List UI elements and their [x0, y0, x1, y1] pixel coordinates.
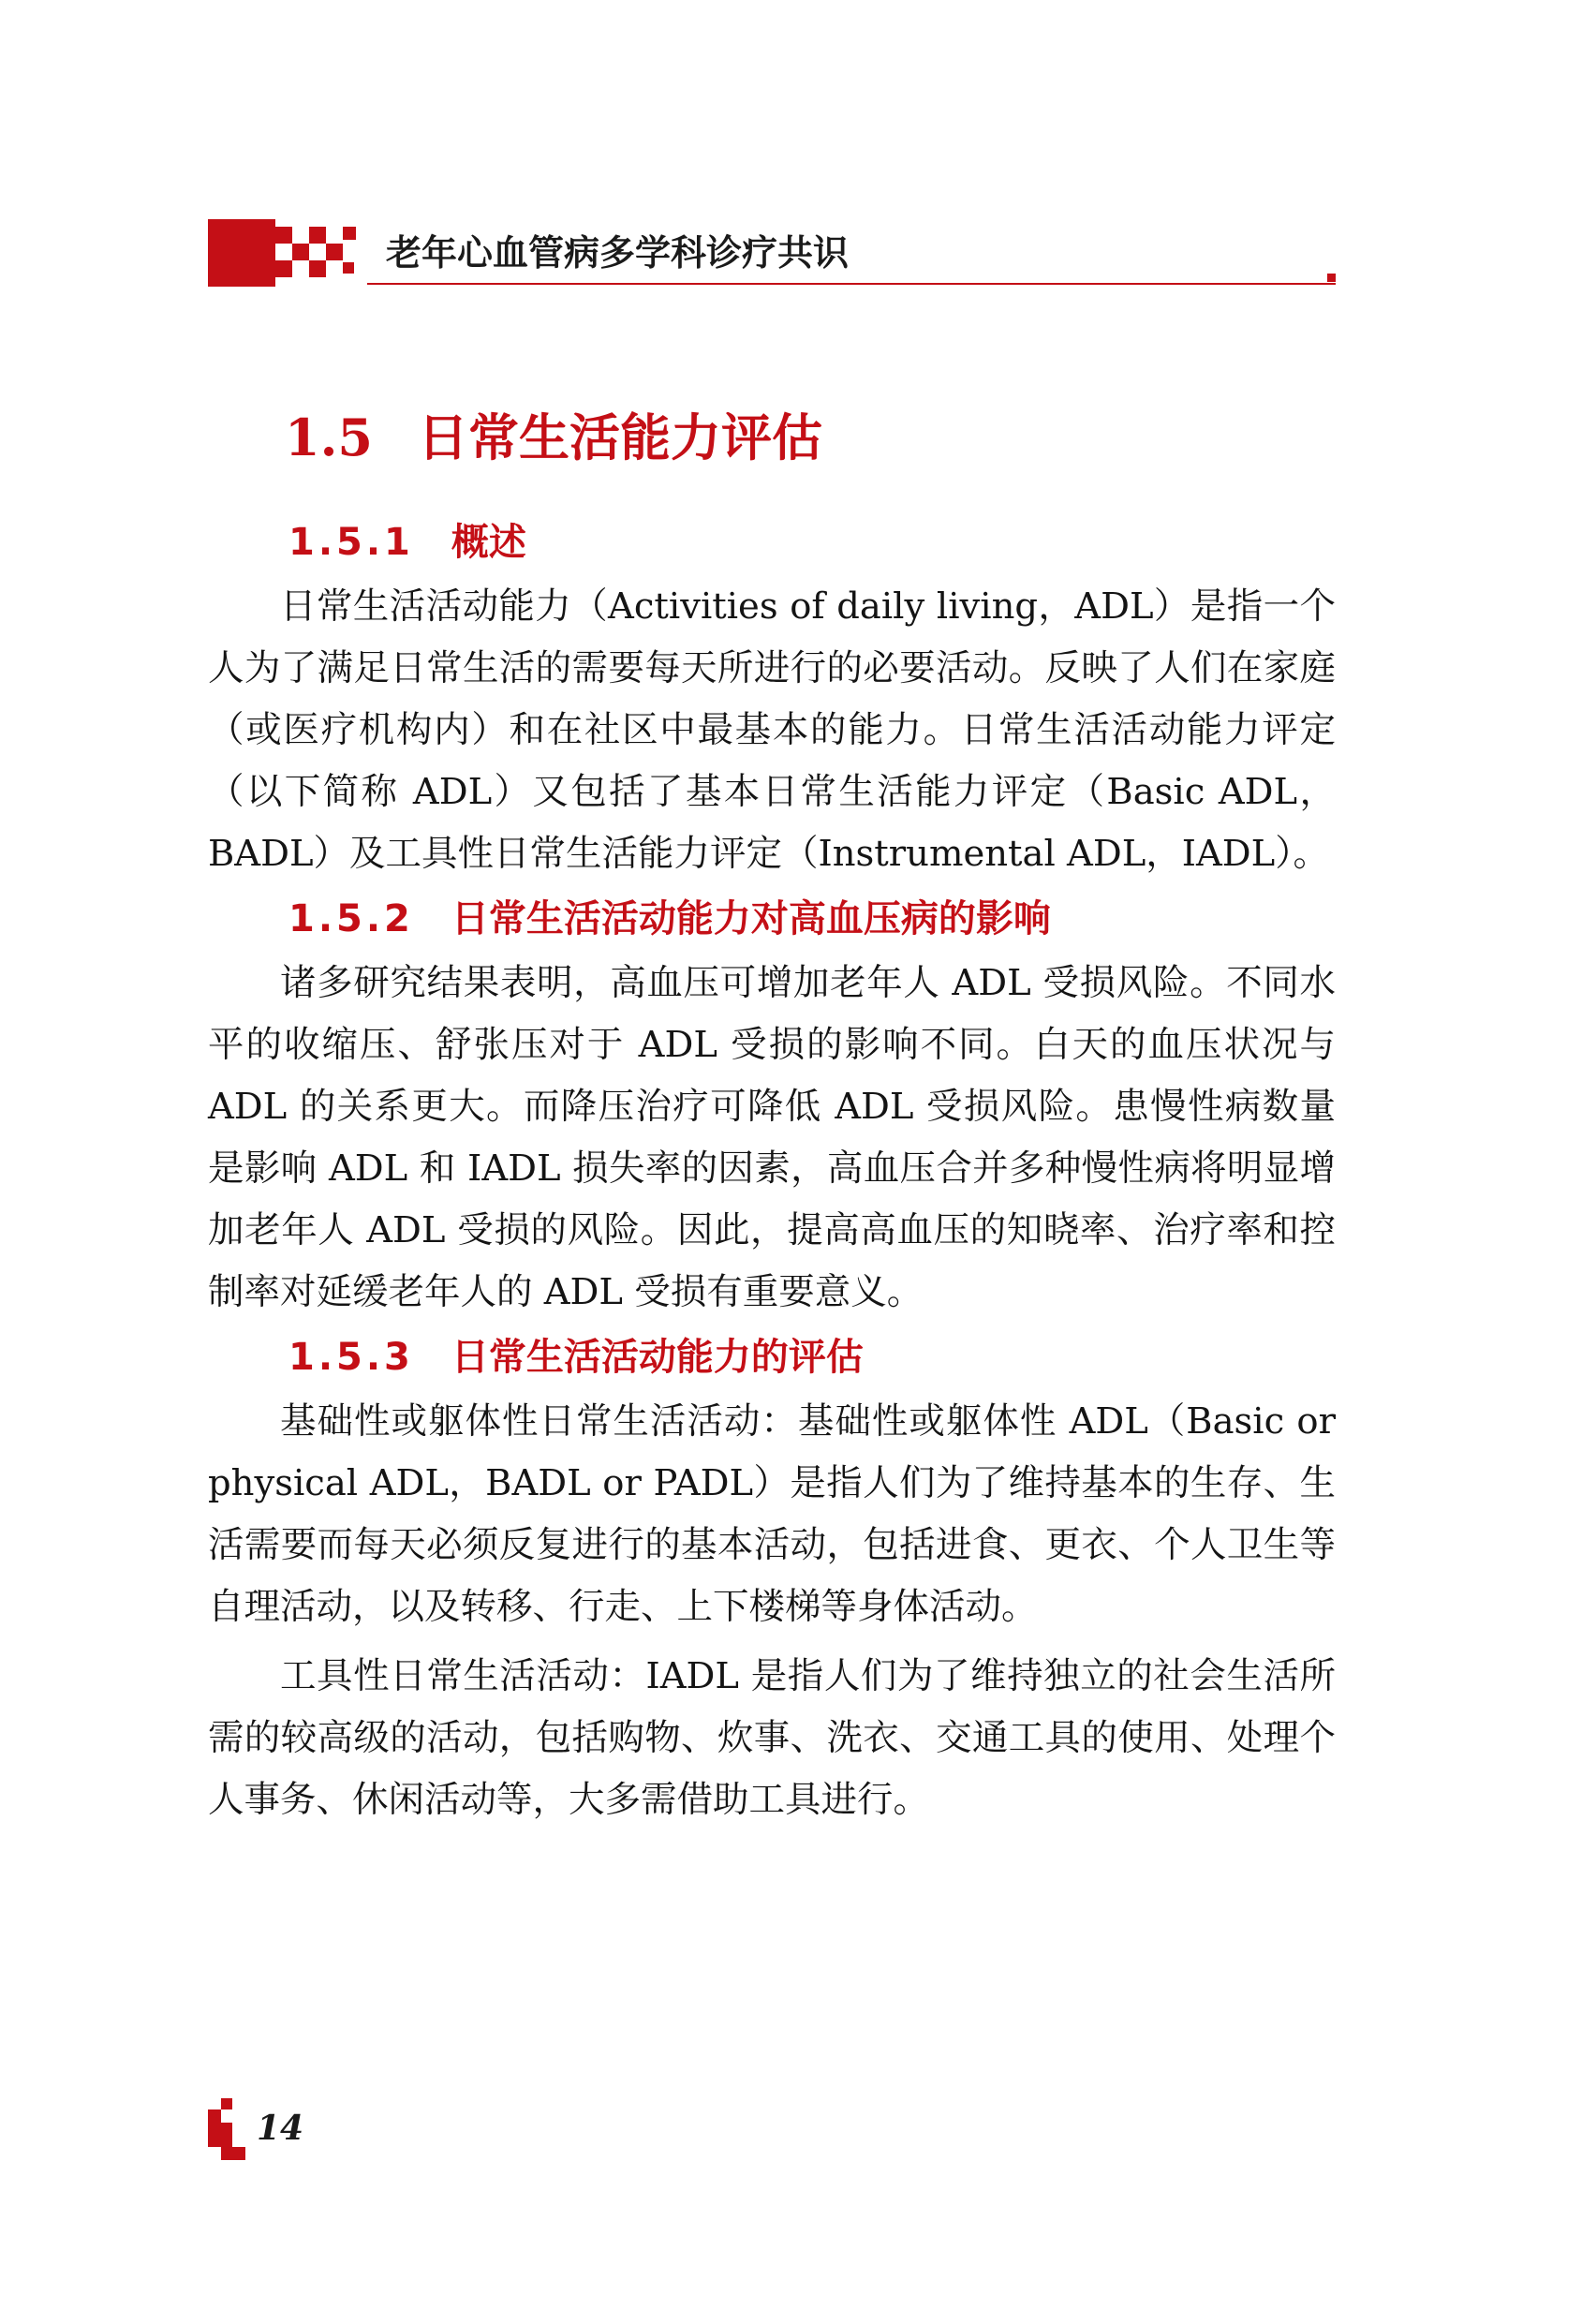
subsection-heading-1-5-1: [288, 516, 1336, 569]
running-title: 老年心血管病多学科诊疗共识: [386, 232, 850, 274]
body-paragraph: 工具性日常生活活动：IADL 是指人们为了维持独立的社会生活所需的较高级的活动，包括购物、炊事、洗衣、交通工具的使用、处理个人事务、休闲活动等，大多需借助工具进行。: [208, 1655, 1336, 1821]
subsection-number: 1.5.3: [288, 1336, 414, 1379]
section-heading: [285, 405, 1336, 471]
body-paragraph: 日常生活活动能力（Activities of daily living，ADL）是指一个人为了满足日常生活的需要每天所进行的必要活动。反映了人们在家庭（或医疗机构内）和在社区中最基本的能力。日常生活活动能力评定（以下简称 ADL）又包括了基本日常生活能力评定（Basic ADL，BADL）及工具性日常生活能力评定（Instrumental ADL，IADL）。: [208, 585, 1336, 875]
page-footer: [208, 2098, 395, 2166]
subsection-heading-1-5-2: [288, 893, 1336, 945]
body-paragraph: 基础性或躯体性日常生活活动：基础性或躯体性 ADL（Basic or physical ADL，BADL or PADL）是指人们为了维持基本的生存、生活需要而每天必须反复进行的基本活动，包括进食、更衣、个人卫生等自理活动，以及转移、行走、上下楼梯等身体活动。: [208, 1400, 1336, 1628]
body-paragraph: 诸多研究结果表明，高血压可增加老年人 ADL 受损风险。不同水平的收缩压、舒张压对于 ADL 受损的影响不同。白天的血压状况与 ADL 的关系更大。而降压治疗可降低 ADL 受损风险。患慢性病数量是影响 ADL 和 IADL 损失率的因素，高血压合并多种慢性病将明显增加老年人 ADL 受损的风险。因此，提高高血压的知晓率、治疗率和控制率对延缓老年人的 ADL 受损有重要意义。: [208, 962, 1336, 1313]
page-content: [208, 405, 1336, 1844]
header-rule-end-dot: [1327, 274, 1336, 282]
running-header: [208, 219, 1336, 287]
subsection-title: 日常生活活动能力对高血压病的影响: [451, 897, 1051, 940]
checker-ornament-icon: [208, 2098, 245, 2160]
section-number: 1.5: [285, 407, 373, 467]
subsection-title: 日常生活活动能力的评估: [451, 1336, 864, 1379]
subsection-title: 概述: [451, 521, 526, 564]
subsection-number: 1.5.1: [288, 521, 414, 564]
page-number: 14: [257, 2109, 304, 2148]
subsection-heading-1-5-3: [288, 1331, 1336, 1384]
subsection-number: 1.5.2: [288, 897, 414, 940]
section-title: 日常生活能力评估: [417, 408, 822, 467]
checker-ornament-icon: [208, 219, 367, 287]
header-rule: [367, 283, 1336, 285]
